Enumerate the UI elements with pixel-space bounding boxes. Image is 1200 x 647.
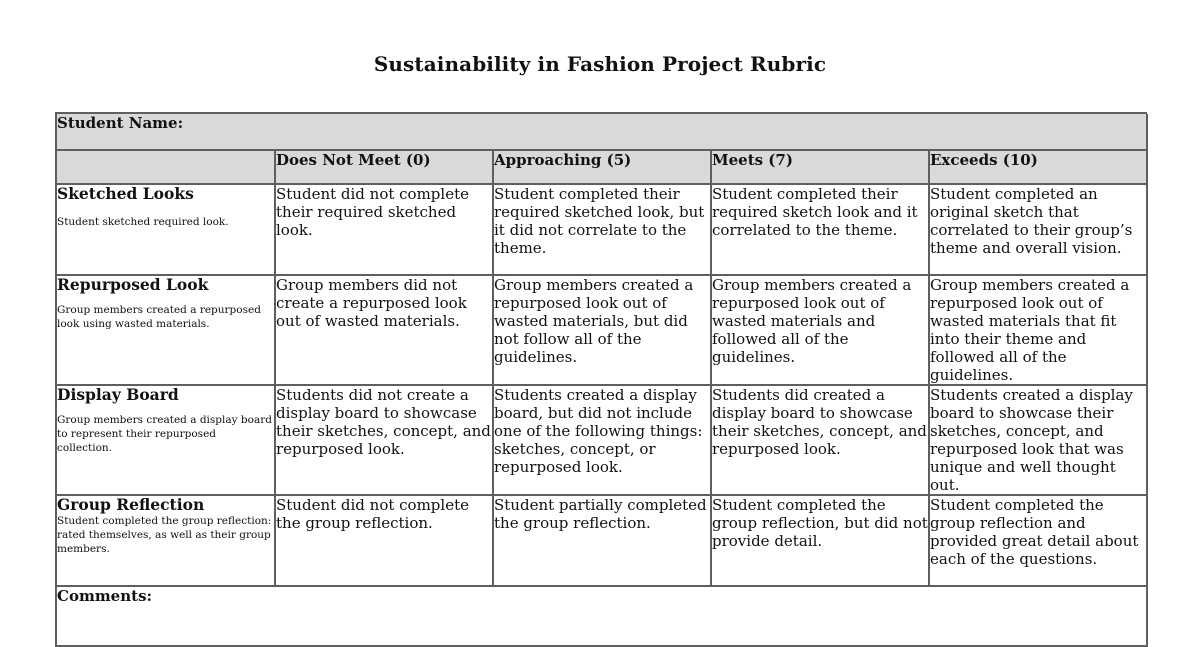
header-row bbox=[57, 150, 1147, 184]
level-exceeds: Student completed the group reflection and provided great detail about each of the questions. bbox=[929, 495, 1147, 586]
level-does-not-meet: Student did not complete their required sketched look. bbox=[275, 184, 493, 275]
header-exceeds: Exceeds (10) bbox=[929, 150, 1147, 184]
level-meets: Group members created a repurposed look out of wasted materials and followed all of the guidelines. bbox=[711, 275, 929, 385]
student-name-label: Student Name: bbox=[57, 114, 1147, 150]
criterion-title: Sketched Looks bbox=[57, 184, 194, 203]
header-blank-cell bbox=[57, 150, 275, 184]
level-approaching: Group members created a repurposed look out of wasted materials, but did not follow all of the guidelines. bbox=[493, 275, 711, 385]
level-approaching: Students created a display board, but did not include one of the following things: sketches, concept, or repurposed look. bbox=[493, 385, 711, 495]
rubric-row-sketched-looks bbox=[57, 184, 1147, 275]
header-meets: Meets (7) bbox=[711, 150, 929, 184]
criterion-cell bbox=[57, 385, 275, 495]
rubric-row-display-board bbox=[57, 385, 1147, 495]
rubric-row-group-reflection bbox=[57, 495, 1147, 586]
criterion-title: Display Board bbox=[57, 385, 179, 404]
header-approaching: Approaching (5) bbox=[493, 150, 711, 184]
student-name-row bbox=[57, 114, 1147, 150]
level-exceeds: Student completed an original sketch that correlated to their group’s theme and overall vision. bbox=[929, 184, 1147, 275]
level-does-not-meet: Students did not create a display board to showcase their sketches, concept, and repurposed look. bbox=[275, 385, 493, 495]
rubric-row-repurposed-look bbox=[57, 275, 1147, 385]
rubric-table-container bbox=[55, 112, 1147, 647]
criterion-title: Repurposed Look bbox=[57, 275, 209, 294]
criterion-description: Student sketched required look. bbox=[57, 216, 229, 228]
rubric-table bbox=[57, 114, 1148, 647]
level-meets: Student completed their required sketch look and it correlated to the theme. bbox=[711, 184, 929, 275]
level-approaching: Student partially completed the group reflection. bbox=[493, 495, 711, 586]
page-title: Sustainability in Fashion Project Rubric bbox=[373, 52, 827, 76]
level-exceeds: Group members created a repurposed look out of wasted materials that fit into their theme and followed all of the guidelines. bbox=[929, 275, 1147, 385]
header-does-not-meet: Does Not Meet (0) bbox=[275, 150, 493, 184]
level-does-not-meet: Group members did not create a repurposed look out of wasted materials. bbox=[275, 275, 493, 385]
criterion-description: Student completed the group reflection: rated themselves, as well as their group members. bbox=[57, 515, 272, 555]
level-exceeds: Students created a display board to showcase their sketches, concept, and repurposed look that was unique and well thought out. bbox=[929, 385, 1147, 495]
comments-label: Comments: bbox=[57, 586, 1147, 646]
criterion-cell bbox=[57, 275, 275, 385]
criterion-description: Group members created a display board to represent their repurposed collection. bbox=[57, 414, 272, 454]
criterion-title: Group Reflection bbox=[57, 495, 205, 514]
level-meets: Student completed the group reflection, but did not provide detail. bbox=[711, 495, 929, 586]
criterion-description: Group members created a repurposed look using wasted materials. bbox=[57, 304, 261, 330]
level-approaching: Student completed their required sketched look, but it did not correlate to the theme. bbox=[493, 184, 711, 275]
criterion-cell bbox=[57, 495, 275, 586]
criterion-cell bbox=[57, 184, 275, 275]
level-meets: Students did created a display board to showcase their sketches, concept, and repurposed look. bbox=[711, 385, 929, 495]
comments-row bbox=[57, 586, 1147, 646]
level-does-not-meet: Student did not complete the group reflection. bbox=[275, 495, 493, 586]
